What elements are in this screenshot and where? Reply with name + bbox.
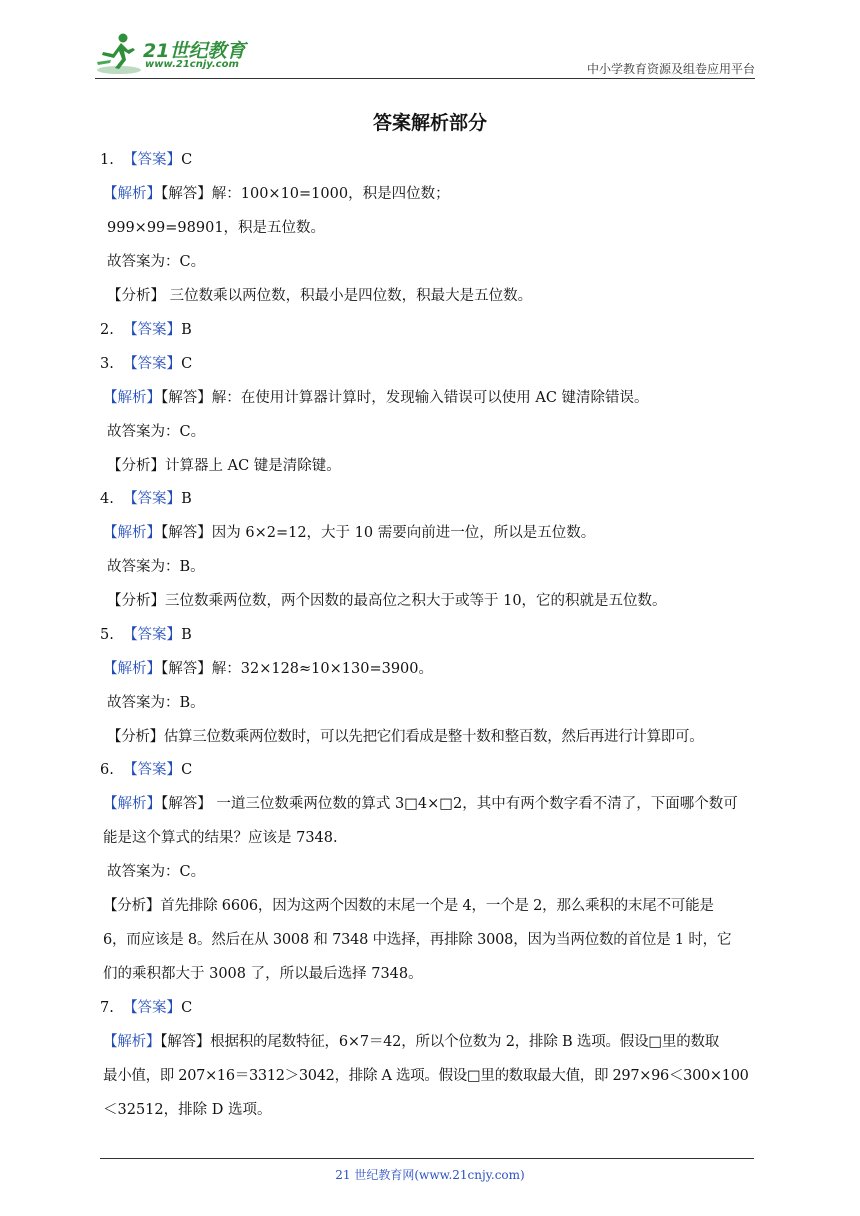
jiexi-tag: 【解析】 [103,186,161,202]
jiexi-tag: 【解析】 [103,1034,161,1050]
runner-logo-icon [95,32,141,76]
q3-answer-line [100,354,192,374]
q4-solution-line [103,523,595,543]
answer-tag: 【答案】 [123,356,182,372]
q6-analysis-3: 们的乘积都大于 3008 了，所以最后选择 7348。 [103,966,423,982]
q1-answer-line [100,150,192,170]
page-title: 答案解析部分 [372,112,487,134]
q1-solution-line [103,184,450,204]
q3-number: 3. [100,356,114,372]
q7-solution-line [103,1032,719,1052]
platform-name: 中小学教育资源及组卷应用平台 [586,62,755,76]
q3-solution-line [103,388,649,408]
site-logo[interactable] [95,32,265,76]
q6-answer: C [181,762,193,778]
q1-analysis: 【分析】 三位数乘以两位数，积最小是四位数，积最大是五位数。 [107,288,533,304]
q5-analysis: 【分析】估算三位数乘两位数时，可以先把它们看成是整十数和整百数，然后再进行计算即可。 [107,729,704,745]
q1-solution-1: 【解答】解：100×10=1000，积是四位数； [161,186,450,202]
q3-solution-1: 【解答】解：在使用计算器计算时，发现输入错误可以使用 AC 键清除错误。 [161,390,649,406]
q2-answer: B [181,322,192,338]
jiexi-tag: 【解析】 [103,661,161,677]
q6-number: 6. [100,762,114,778]
q5-number: 5. [100,627,114,643]
q6-solution-line [103,794,738,814]
q6-solution-2: 能是这个算式的结果？应该是 7348. [103,830,338,846]
q4-solution-1: 【解答】因为 6×2=12，大于 10 需要向前进一位，所以是五位数。 [161,525,596,541]
q5-conclusion: 故答案为：B。 [107,695,205,711]
q6-answer-line [100,760,192,780]
q2-answer-line [100,320,192,340]
jiexi-tag: 【解析】 [103,390,161,406]
answer-tag: 【答案】 [123,627,182,643]
q4-number: 4. [100,491,114,507]
q1-solution-2: 999×99=98901，积是五位数。 [107,220,326,236]
footer-link[interactable]: 21 世纪教育网(www.21cnjy.com) [335,1168,525,1182]
q3-answer: C [181,356,193,372]
answer-tag: 【答案】 [123,762,182,778]
q1-number: 1. [100,152,114,168]
q5-answer: B [181,627,192,643]
q1-answer: C [181,152,193,168]
q5-solution-1: 【解答】解：32×128≈10×130=3900。 [161,661,434,677]
q7-answer-line [100,998,192,1018]
jiexi-tag: 【解析】 [103,796,161,812]
answer-tag: 【答案】 [123,491,182,507]
q3-conclusion: 故答案为：C。 [107,424,206,440]
q6-solution-1: 【解答】 一道三位数乘两位数的算式 3□4×□2，其中有两个数字看不清了，下面哪个数可 [161,796,738,812]
logo-url: www.21cnjy.com [145,59,239,70]
q7-number: 7. [100,1000,114,1016]
q7-solution-3: ＜32512，排除 D 选项。 [103,1102,272,1118]
q5-answer-line [100,625,192,645]
q4-analysis: 【分析】三位数乘两位数，两个因数的最高位之积大于或等于 10，它的积就是五位数。 [107,593,667,609]
q7-answer: C [181,1000,193,1016]
q6-analysis-2: 6，而应该是 8。然后在从 3008 和 7348 中选择，再排除 3008，因为当两位数的首位是 1 时，它 [103,932,732,948]
q2-number: 2. [100,322,114,338]
q7-solution-2: 最小值，即 207×16＝3312＞3042，排除 A 选项。假设□里的数取最大值，即 297×96＜300×100 [103,1068,749,1084]
jiexi-tag: 【解析】 [103,525,161,541]
logo-text: 21世纪教育 [143,40,246,62]
q1-conclusion: 故答案为：C。 [107,254,206,270]
q7-solution-1: 【解答】根据积的尾数特征，6×7＝42，所以个位数为 2，排除 B 选项。假设□里的数取 [160,1034,720,1050]
q5-solution-line [103,659,433,679]
q3-analysis: 【分析】计算器上 AC 键是清除键。 [107,458,341,474]
answer-tag: 【答案】 [123,322,182,338]
q4-conclusion: 故答案为：B。 [107,559,205,575]
q4-answer-line [100,489,192,509]
page-header [95,28,755,79]
answer-tag: 【答案】 [123,1000,182,1016]
footer-divider [100,1158,754,1159]
answer-tag: 【答案】 [123,152,182,168]
q4-answer: B [181,491,192,507]
q6-conclusion: 故答案为：C。 [107,864,206,880]
q6-analysis-1: 【分析】首先排除 6606，因为这两个因数的末尾一个是 4，一个是 2，那么乘积的末尾不可能是 [103,898,714,914]
